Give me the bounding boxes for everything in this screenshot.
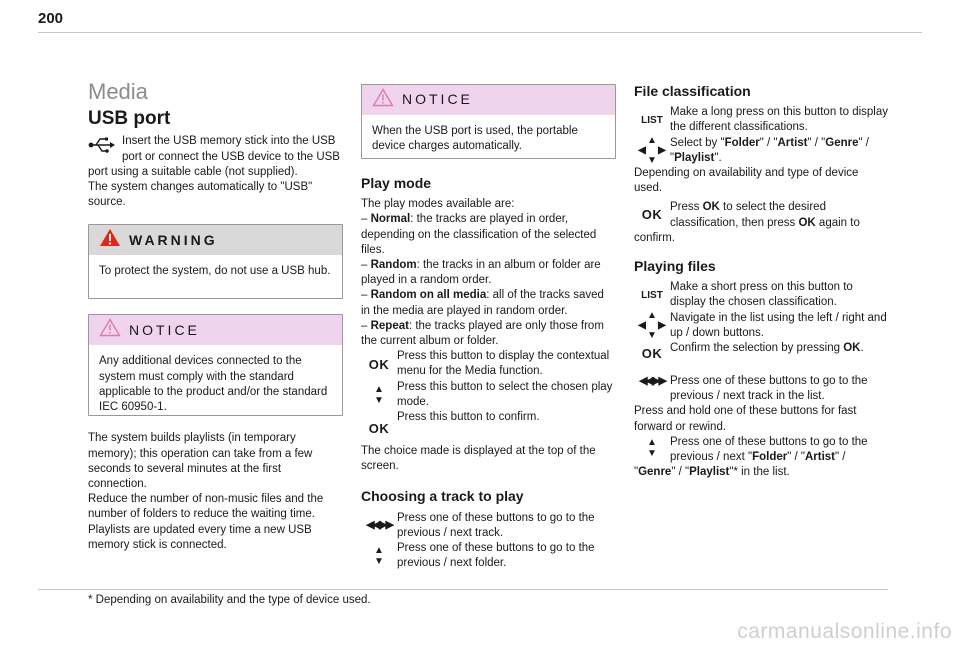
ok-button-icon: OK [641,345,663,361]
mode-repeat: – Repeat: the tracks played are only those from the current album or folder. [361,319,604,348]
notice-icon [372,88,394,112]
usb-text-a: Insert the USB memory stick into the USB port or connect the USB device to the USB port using a suitable cable (not supplied). [88,135,340,178]
notice-text-2: When the USB port is used, the portable device charges automatically. [372,125,578,153]
choose-track-heading: Choosing a track to play [361,488,524,505]
mode-random-all: – Random on all media: all of the tracks saved in the media are played in random order. [361,289,604,317]
choice-text: The choice made is displayed at the top of the screen. [361,445,596,473]
track-lr-row [361,511,616,541]
pf-list-text: Make a short press on this button to display the chosen classification. [670,281,853,309]
playlist-text-c: Playlists are updated every time a new USB memory stick is connected. [88,523,312,551]
notice-title: NOTICE [129,321,200,338]
list-button-icon: LIST [641,289,663,301]
bottom-divider [38,589,888,590]
pf-ud-text: Press one of these buttons to go to the previous / next "Folder" / "Artist" / "Genre" / "Playlist"* in the list. [634,435,868,479]
step-ok-text: Press this button to display the contextual menu for the Media function. [397,350,610,378]
notice-title-2: NOTICE [402,91,473,108]
warning-box [88,224,343,299]
warning-header [89,225,342,255]
step-confirm-row [361,410,616,436]
list-button-icon: LIST [641,114,663,126]
notice-icon [99,318,121,342]
ok-button-icon: OK [368,420,390,436]
warning-icon [99,228,121,252]
playlist-paragraph [88,431,343,553]
notice-box-2 [361,84,616,159]
page-number: 200 [38,10,64,27]
play-mode-heading: Play mode [361,175,432,191]
warning-title: WARNING [129,231,218,248]
fc-select-row [634,136,889,166]
column-1 [88,79,343,553]
warning-text: To protect the system, do not use a USB hub. [99,265,331,278]
fc-list-row [634,105,889,135]
ok-button-icon: OK [368,356,390,372]
notice-text: Any additional devices connected to the system must comply with the standard applicable to the product and/or the standard IEC 60950-1. [99,355,328,414]
usb-paragraph [88,134,343,210]
pf-nav-text: Navigate in the list using the left / right and up / down buttons. [670,311,887,339]
step-updown-text: Press this button to select the chosen play mode. [397,380,613,408]
column-3 [634,84,889,480]
pf-lr-text: Press one of these buttons to go to the previous / next track in the list. [670,375,868,403]
top-divider [38,32,922,33]
playlist-text-a: The system builds playlists (in temporary memory); this operation can take from a few seconds to several minutes at the first connection. [88,432,313,491]
four-way-arrows-icon: ▲ ◀ ▶ ▼ [638,309,666,341]
fc-list-text: Make a long press on this button to display the different classifications. [670,106,888,134]
up-down-arrows-icon: ▲ ▼ [374,383,384,406]
pf-nav-row [634,311,889,341]
track-lr-text: Press one of these buttons to go to the previous / next track. [397,511,595,539]
column-2 [361,84,616,571]
step-confirm-text: Press this button to confirm. [397,411,540,424]
left-right-arrows-icon: ◀◀▶▶ [639,375,665,388]
fc-select-text: Select by "Folder" / "Artist" / "Genre" / "Playlist". [670,136,869,164]
notice-box [88,314,343,416]
pf-ud-paragraph [634,435,889,481]
pf-ok-row [634,341,889,361]
step-ok-row [361,349,616,379]
notice-header-2 [362,85,615,115]
usb-port-heading: USB port [88,108,171,130]
footnote: * Depending on availability and the type of device used. [88,594,371,606]
pf-list-row [634,280,889,310]
mode-random: – Random: the tracks in an album or folder are played in a random order. [361,259,601,287]
track-ud-row [361,541,616,571]
pf-ok-text: Confirm the selection by pressing OK. [670,342,864,355]
file-classification-heading: File classification [634,83,751,99]
fc-depending-text: Depending on availability and type of device used. [634,167,859,195]
watermark: carmanualsonline.info [737,620,952,643]
section-title: Media [88,79,148,104]
left-right-arrows-icon: ◀◀▶▶ [366,519,392,532]
play-mode-intro: The play modes available are: [361,198,515,211]
up-down-arrows-icon: ▲ ▼ [374,545,384,568]
four-way-arrows-icon: ▲ ◀ ▶ ▼ [638,134,666,166]
ok-button-icon: OK [641,207,663,223]
step-updown-row [361,380,616,410]
up-down-arrows-icon: ▲ ▼ [647,436,657,459]
playlist-text-b: Reduce the number of non-music files and the number of folders to reduce the waiting time. [88,493,324,521]
mode-normal: – Normal: the tracks are played in order, depending on the classification of the selected files. [361,213,597,256]
fc-ok-paragraph [634,200,889,246]
playing-files-heading: Playing files [634,258,716,275]
notice-header [89,315,342,345]
pf-hold-text: Press and hold one of these buttons for fast forward or rewind. [634,405,857,433]
usb-text-b: The system changes automatically to "USB" source. [88,181,313,209]
usb-icon [88,136,118,164]
pf-lr-row [634,374,889,404]
track-ud-text: Press one of these buttons to go to the previous / next folder. [397,542,595,570]
fc-ok-text: Press OK to select the desired classification, then press OK again to confirm. [634,201,860,244]
